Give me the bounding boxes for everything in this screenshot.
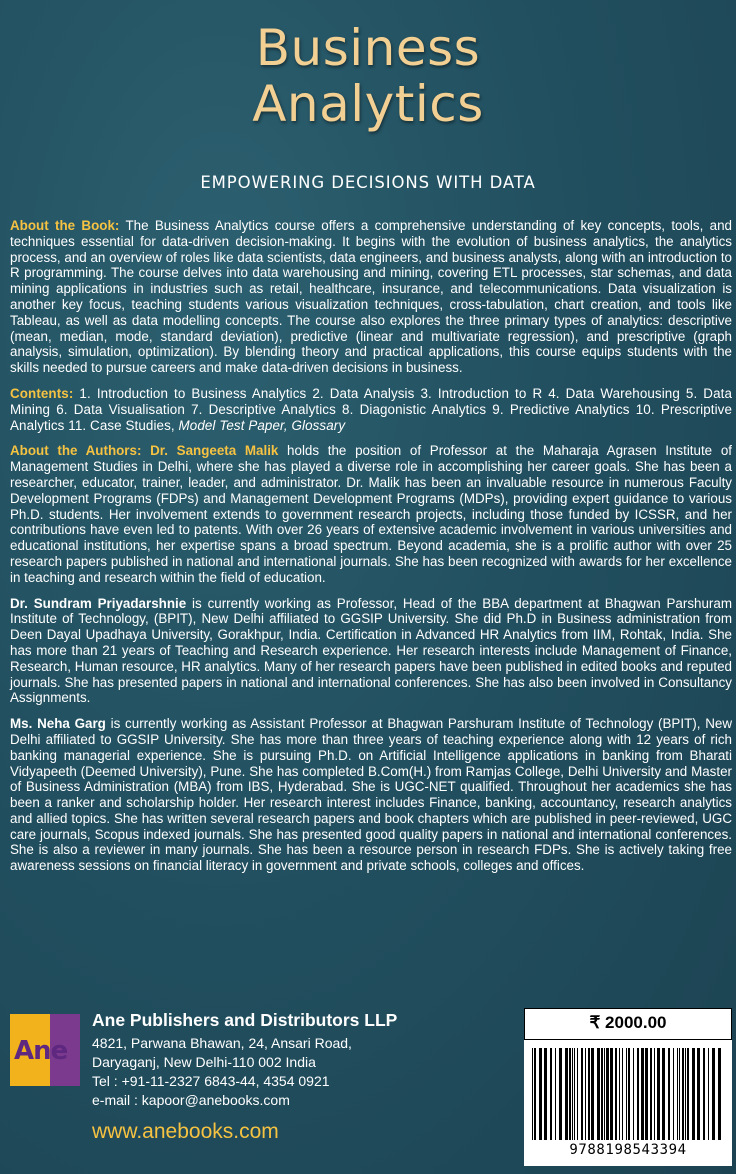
publisher-email: e-mail : kapoor@anebooks.com	[92, 1092, 290, 1108]
book-title-line1: Business	[255, 19, 481, 77]
contents-text: 1. Introduction to Business Analytics 2. Data Analysis 3. Introduction to R 4. Data Warehousing 5. Data Mining 6. Data Visualisation 7. Descriptive Analytics 8. Diagonistic Analytics 9. Predictive Analytics 10. Prescriptive Analytics 11. Case Studies,	[10, 385, 732, 433]
author1-name: Dr. Sangeeta Malik	[141, 443, 279, 459]
isbn-barcode	[532, 1048, 724, 1140]
publisher-logo	[10, 1014, 80, 1086]
author2-name: Dr. Sundram Priyadarshnie	[10, 595, 187, 611]
author1-bio: holds the position of Professor at the Maharaja Agrasen Institute of Management Studies in Delhi, where she has played a diverse role in accomplishing her career goals. She has been a researcher, educator, trainer, leader, and administrator. Dr. Malik has been an invaluable resource in numerous Faculty Development Programs (FDPs) and Management Development Programs (MDPs), providing expert guidance to various Ph.D. students. Her involvement extends to government research projects, including those funded by ICSSR, and her contributions have even led to patents. With over 26 years of extensive academic involvement in various universities and educational institutions, her expertise spans a broad spectrum. Beyond academia, she is a prolific author with over 25 research papers published in national and international journals. She has been recognized with awards for her excellence in teaching and research within the field of education.	[10, 443, 732, 585]
author3-name: Ms. Neha Garg	[10, 716, 106, 732]
blurb-body	[10, 218, 732, 884]
about-book-paragraph	[10, 218, 732, 376]
author3-paragraph	[10, 716, 732, 874]
publisher-logo-text: Ane	[14, 1036, 68, 1066]
publisher-address-line2: Daryaganj, New Delhi-110 002 India	[92, 1054, 316, 1070]
about-book-text: The Business Analytics course offers a comprehensive understanding of key concepts, tools, and techniques essential for data-driven decision-making. It begins with the evolution of business analytics, the analytics process, and an overview of roles like data scientists, data engineers, and business analysts, along with an introduction to R programming. The course delves into data warehousing and mining, covering ETL processes, star schemas, and data mining applications in industries such as retail, healthcare, insurance, and telecommunications. Data visualization is another key focus, teaching students various visualization techniques, cross-tabulation, chart creation, and tools like Tableau, as well as data modelling concepts. The course also explores the three primary types of analytics: descriptive (mean, median, mode, standard deviation), predictive (linear and multivariate regression), and prescriptive (graph analysis, simulation, optimization). By blending theory and practical applications, this course equips students with the skills needed to pursue careers and make data-driven decisions in business.	[10, 218, 732, 376]
about-authors-paragraph	[10, 443, 732, 585]
author2-bio: is currently working as Professor, Head of the BBA department at Bhagwan Parshuram Institute of Technology, (BPIT), New Delhi affiliated to GGSIP University. She did Ph.D in Business administration from Deen Dayal Upadhaya University, Gorakhpur, India. Certification in Advanced HR Analytics from IIM, Rohtak, India. She has more than 21 years of Teaching and Research experience. Her research interests include Management of Finance, Research, Human resource, HR analytics. Many of her research papers have been published in edited books and reputed journals. She has presented papers in national and international conferences. She has also been involved in Consultancy Assignments.	[10, 595, 732, 706]
contents-paragraph	[10, 386, 732, 433]
price-label: ₹ 2000.00	[524, 1008, 732, 1040]
price-barcode-box	[524, 1008, 732, 1166]
contents-label: Contents:	[10, 385, 74, 401]
publisher-name: Ane Publishers and Distributors LLP	[92, 1010, 398, 1030]
publisher-telephone: Tel : +91-11-2327 6843-44, 4354 0921	[92, 1073, 330, 1089]
isbn-number: 9788198543394	[569, 1142, 687, 1158]
book-title-line2: Analytics	[252, 75, 484, 133]
contents-italic: Model Test Paper, Glossary	[178, 417, 346, 433]
publisher-website: www.anebooks.com	[92, 1120, 279, 1143]
author2-paragraph	[10, 596, 732, 707]
book-subtitle: EMPOWERING DECISIONS WITH DATA	[200, 173, 536, 192]
about-book-label: About the Book:	[10, 218, 120, 233]
publisher-address-line1: 4821, Parwana Bhawan, 24, Ansari Road,	[92, 1035, 352, 1051]
publisher-info	[92, 1011, 397, 1110]
about-authors-label: About the Authors:	[10, 443, 142, 459]
author3-bio: is currently working as Assistant Professor at Bhagwan Parshuram Institute of Technology (BPIT), New Delhi affiliated to GGSIP University. She has more than three years of teaching experience along with 12 years of rich banking managerial experience. She is pursuing Ph.D. on Artificial Intelligence applications in banking from Bharati Vidyapeeth (Deemed University), Pune. She has completed B.Com(H.) from Ramjas College, Delhi University and Master of Business Administration (MBA) from IBS, Hyderabad. She is UGC-NET qualified. Throughout her academics she has been a ranker and scholarship holder. Her research interest includes Finance, banking, accountancy, research analytics and allied topics. She has written several research papers and book chapters which are published in peer-reviewed, UGC care journals, Scopus indexed journals. She has presented good quality papers in national and international conferences. She is also a reviewer in many journals. She has been a resource person in research FDPs. She is actively taking free awareness sessions on financial literacy in government and private schools, colleges and offices.	[10, 716, 732, 874]
